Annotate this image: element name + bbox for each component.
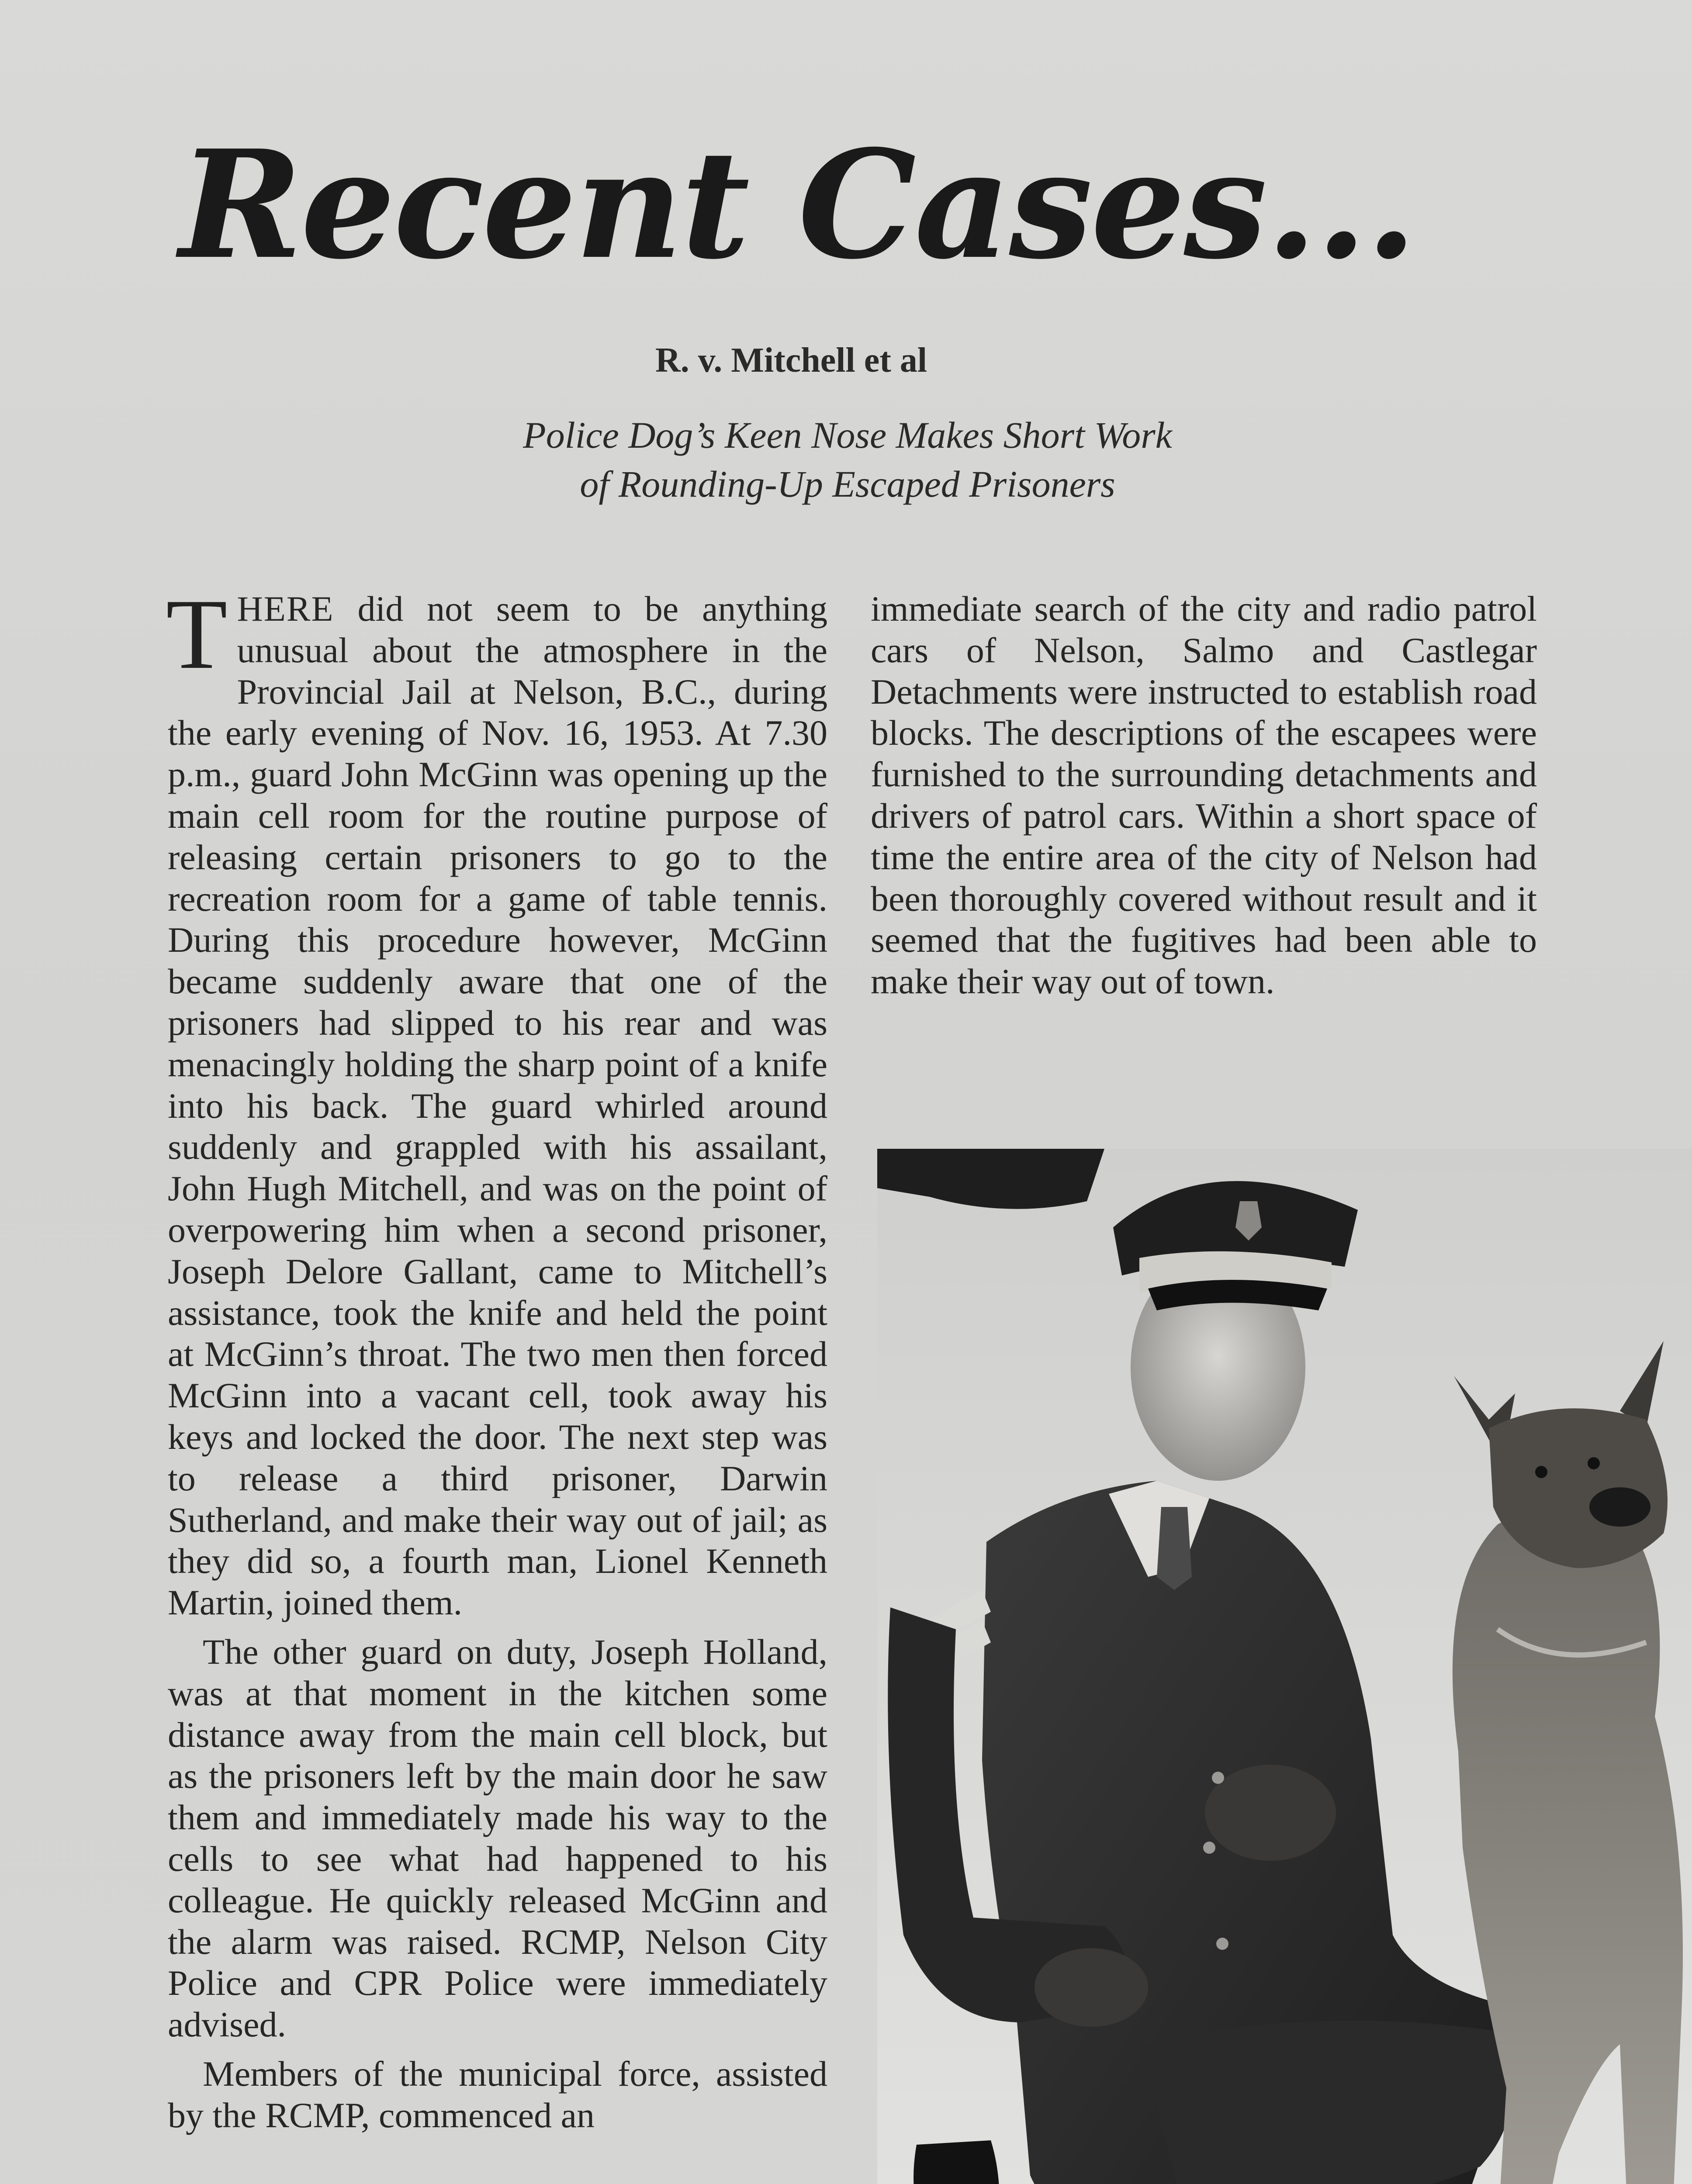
- paragraph-1-text: did not seem to be anything unusual about the atmosphere in the Provincial Jail at Nelson, B.C., during the early evening of Nov. 16, 1953. At 7.30 p.m., guard John McGinn was opening up the main cell room for the routine purpose of releasing certain prisoners to go to the recreation room for a game of table tennis. During this procedure however, McGinn became suddenly aware that one of the prisoners had slipped to his rear and was menacingly holding the sharp point of a knife into his back. The guard whirled around suddenly and grappled with his assailant, John Hugh Mitchell, and was on the point of overpowering him when a second prisoner, Joseph Delore Gallant, came to Mitchell’s assistance, took the knife and held the point at McGinn’s throat. The two men then forced McGinn into a vacant cell, took away his keys and locked the door. The next step was to release a third prisoner, Darwin Sutherland, and make their way out of jail; as they did so, a fourth man, Lionel Kenneth Martin, joined them.: [168, 589, 827, 1623]
- right-column: [871, 588, 1537, 1002]
- gloved-hand-lower: [1035, 1948, 1148, 2027]
- paragraph-2: The other guard on duty, Joseph Holland, was at that moment in the kitchen some distance away from the main cell block, but as the prisoners left by the main door he saw them and immediately made his way to the cells to see what had happened to his colleague. He quickly released McGinn and the alarm was raised. RCMP, Nelson City Police and CPR Police were immediately advised.: [168, 1631, 827, 2045]
- coat-button: [1212, 1772, 1224, 1784]
- coat-button: [1203, 1842, 1215, 1854]
- subtitle-line-2: of Rounding-Up Escaped Prisoners: [580, 463, 1115, 505]
- lead-in-smallcaps: HERE: [237, 589, 334, 629]
- drop-cap: T: [166, 578, 228, 690]
- dog-snout: [1589, 1487, 1650, 1527]
- gloved-hand-upper: [1205, 1765, 1336, 1861]
- photo-illustration: [877, 1149, 1692, 2184]
- photo-officer-with-dog: [877, 1149, 1692, 2184]
- officer-boot: [913, 2140, 1000, 2184]
- subtitle-line-1: Police Dog’s Keen Nose Makes Short Work: [523, 414, 1172, 456]
- paragraph-4: immediate search of the city and radio patrol cars of Nelson, Salmo and Castlegar Detachments were instructed to establish road blocks. The descriptions of the escapees were furnished to the surrounding detachments and drivers of patrol cars. Within a short space of time the entire area of the city of Nelson had been thoroughly covered without result and it seemed that the fugitives had been able to make their way out of town.: [871, 589, 1537, 1002]
- article-subtitle: [481, 411, 1215, 508]
- dog-eye: [1588, 1457, 1600, 1469]
- necktie: [1157, 1507, 1192, 1590]
- officer-leg: [1139, 2021, 1512, 2184]
- paragraph-3: Members of the municipal force, assisted by the RCMP, commenced an: [168, 2053, 827, 2135]
- coat-button: [1216, 1938, 1228, 1950]
- dog-eye: [1535, 1466, 1547, 1478]
- case-title: R. v. Mitchell et al: [655, 341, 927, 380]
- section-heading: Recent Cases...: [179, 118, 1415, 292]
- paragraph-1: [166, 578, 827, 1624]
- left-column: [166, 578, 827, 2136]
